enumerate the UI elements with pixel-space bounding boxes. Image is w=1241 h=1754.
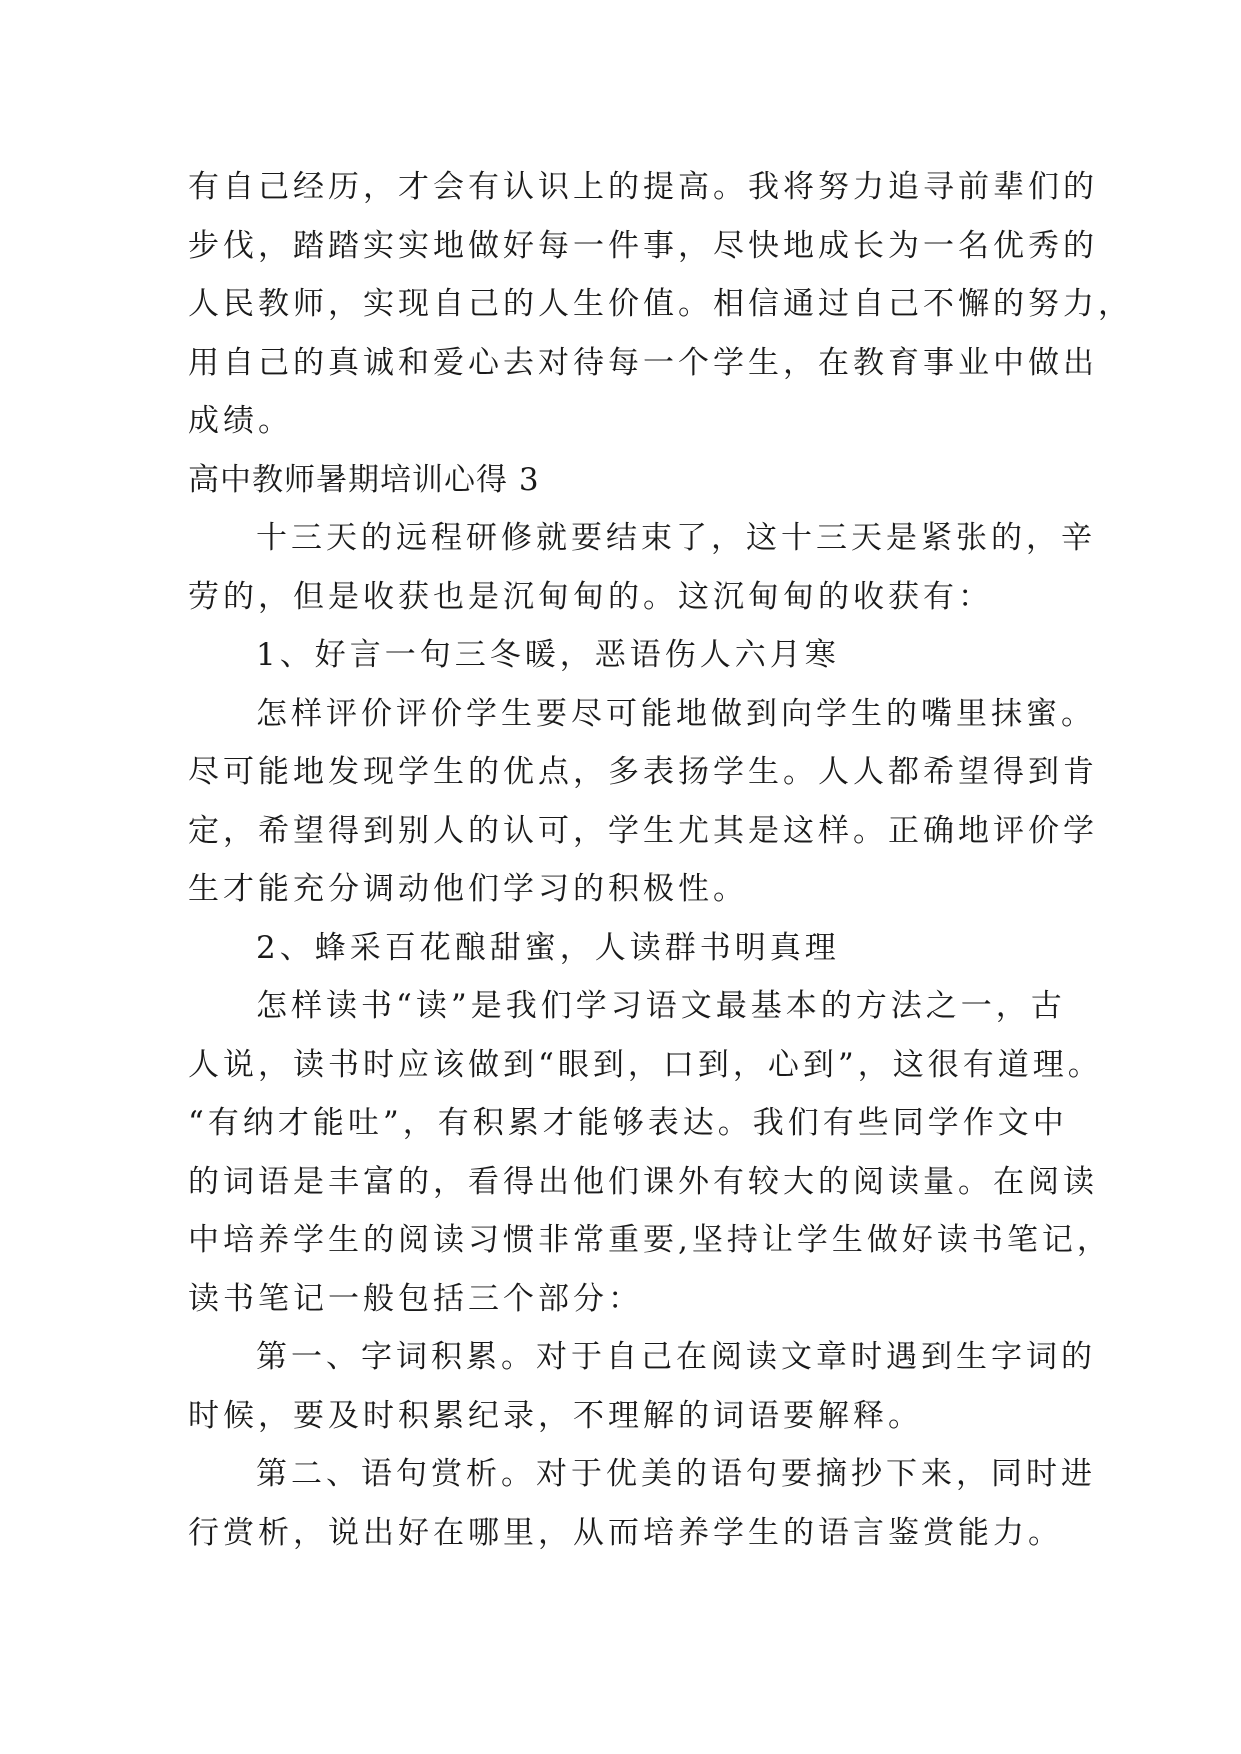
text-line: 十三天的远程研修就要结束了，这十三天是紧张的，辛 <box>256 520 1096 556</box>
document-body <box>188 158 1133 1562</box>
text-line: 定，希望得到别人的认可，学生尤其是这样。正确地评价学 <box>188 812 1098 849</box>
text-line: 有自己经历，才会有认识上的提高。我将努力追寻前辈们的 <box>188 169 1098 205</box>
text-line: 时候，要及时积累纪录，不理解的词语要解释。 <box>188 1397 923 1434</box>
text-line: 人说，读书时应该做到“眼到，口到，心到”，这很有道理。 <box>188 1046 1103 1083</box>
text-line: 劳的，但是收获也是沉甸甸的。这沉甸甸的收获有： <box>188 578 993 615</box>
text-line: 人民教师，实现自己的人生价值。相信通过自己不懈的努力， <box>188 286 1133 322</box>
text-line: 怎样读书“读”是我们学习语文最基本的方法之一，古 <box>256 988 1066 1024</box>
point-heading: 2、蜂采百花酿甜蜜，人读群书明真理 <box>256 929 840 966</box>
text-line: 读书笔记一般包括三个部分： <box>188 1280 643 1317</box>
text-line: 行赏析，说出好在哪里，从而培养学生的语言鉴赏能力。 <box>188 1514 1063 1551</box>
text-line: 中培养学生的阅读习惯非常重要,坚持让学生做好读书笔记， <box>188 1222 1112 1258</box>
text-line: 步伐，踏踏实实地做好每一件事，尽快地成长为一名优秀的 <box>188 227 1098 264</box>
text-line: 第二、语句赏析。对于优美的语句要摘抄下来，同时进 <box>256 1456 1096 1492</box>
text-line: 尽可能地发现学生的优点，多表扬学生。人人都希望得到肯 <box>188 754 1098 790</box>
text-line: 怎样评价评价学生要尽可能地做到向学生的嘴里抹蜜。 <box>256 695 1096 732</box>
point-heading: 1、好言一句三冬暖，恶语伤人六月寒 <box>256 637 840 673</box>
text-line: 的词语是丰富的，看得出他们课外有较大的阅读量。在阅读 <box>188 1163 1098 1200</box>
text-line: “有纳才能吐”，有积累才能够表达。我们有些同学作文中 <box>188 1105 1068 1141</box>
text-line: 用自己的真诚和爱心去对待每一个学生，在教育事业中做出 <box>188 344 1098 381</box>
text-line: 生才能充分调动他们学习的积极性。 <box>188 871 748 907</box>
section-title: 高中教师暑期培训心得 3 <box>188 461 540 498</box>
text-line: 第一、字词积累。对于自己在阅读文章时遇到生字词的 <box>256 1339 1096 1375</box>
text-line: 成绩。 <box>188 403 293 439</box>
